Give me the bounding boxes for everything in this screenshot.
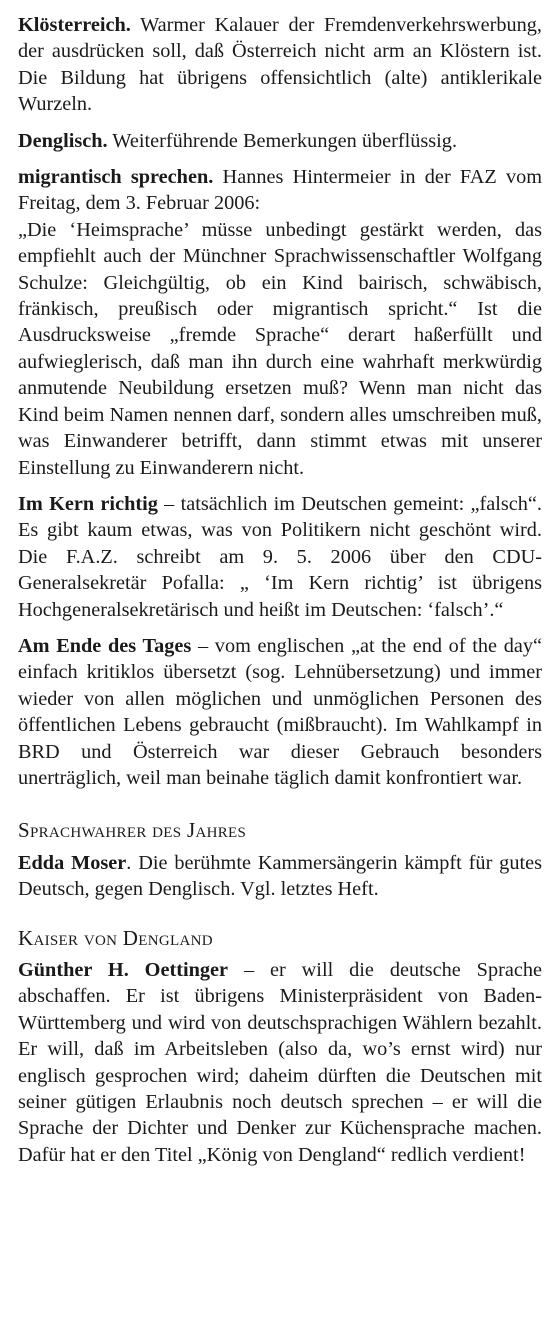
entry-im-kern-richtig xyxy=(18,491,542,623)
entry-migrantisch-sprechen xyxy=(18,164,542,217)
entry-oettinger xyxy=(18,957,542,1168)
entry-term: Klösterreich. xyxy=(18,14,131,36)
entry-term: Günther H. Oettinger xyxy=(18,959,229,981)
entry-text: Hannes Hintermeier in der FAZ vom Freitag, dem 3. Februar 2006: xyxy=(18,166,543,215)
entry-text: Weiterführende Bemerkungen überflüssig. xyxy=(107,129,458,152)
entry-text: – er will die deutsche Sprache abschaffen. Er ist übrigens Ministerpräsident von Baden-Württemberg und wird von deutschsprachigen Wählern bezahlt. Er will, daß im Arbeitsleben (also da, wo’s ernst wird) nur englisch gesprochen wird; daheim dürften die Deutschen mit seiner gütigen Erlaubnis noch deutsch sprechen – er will die Sprache der Dichter und Denker zur Küchensprache machen. Dafür hat er den Titel „König von Dengland“ redlich verdient! xyxy=(18,959,543,1166)
entry-term: Denglisch. xyxy=(18,129,108,152)
entry-edda-moser xyxy=(18,850,542,903)
entry-term: Im Kern richtig xyxy=(18,492,158,515)
section-heading-kaiser: Kaiser von Dengland xyxy=(18,925,213,950)
entry-denglisch xyxy=(18,128,542,154)
entry-term: Edda Moser xyxy=(18,851,127,874)
entry-am-ende-des-tages xyxy=(18,633,542,791)
entry-text: – tatsächlich im Deutschen gemeint: „falsch“. Es gibt kaum etwas, was von Politikern nicht geschönt wird. Die F.A.Z. schreibt am 9. 5. 2006 über den CDU-Generalsekretär Pofalla: „ ‘Im Kern richtig’ ist übrigens Hochgeneralsekretärisch und heißt im Deutschen: ‘falsch’.“ xyxy=(18,492,542,621)
entry-text: – vom englischen „at the end of the day“ einfach kritiklos übersetzt (sog. Lehnübersetzung) und immer wieder von allen möglichen und unmöglichen Personen des öffentlichen Lebens gebraucht (mißbraucht). Im Wahlkampf in BRD und Österreich war dieser Gebrauch besonders unerträglich, weil man beinahe täglich damit konfrontiert war. xyxy=(18,634,542,789)
entry-text: Warmer Kalauer der Fremdenverkehrswerbung, der ausdrücken soll, daß Österreich nicht arm an Klöstern ist. Die Bildung hat übrigens offensichtlich (alte) antiklerikale Wurzeln. xyxy=(18,14,542,116)
quote-paragraph: „Die ‘Heimsprache’ müsse unbedingt gestärkt werden, das empfiehlt auch der Münchner Sprachwissenschaftler Wolfgang Schulze: Gleichgültig, ob ein Kind bairisch, schwäbisch, fränkisch, preußisch oder migrantisch spricht.“ Ist die Ausdrucksweise „fremde Sprache“ derart haßerfüllt und aufwieglerisch, daß man ihn durch eine wahrhaft merkwürdig anmutende Neubildung ersetzen muß? Wenn man nicht das Kind beim Namen nennen darf, sondern alles umschreiben muß, was Einwanderer betrifft, dann stimmt etwas mit unserer Einstellung zu Einwanderern nicht. xyxy=(18,218,542,479)
entry-text: . Die berühmte Kammersängerin kämpft für gutes Deutsch, gegen Denglisch. Vgl. letztes Heft. xyxy=(18,851,542,901)
entry-term: migrantisch sprechen. xyxy=(18,166,214,189)
section-heading-sprachwahrer: Sprachwahrer des Jahres xyxy=(18,818,247,843)
entry-term: Am Ende des Tages xyxy=(18,634,192,657)
entry-kloesterreich xyxy=(18,12,542,118)
